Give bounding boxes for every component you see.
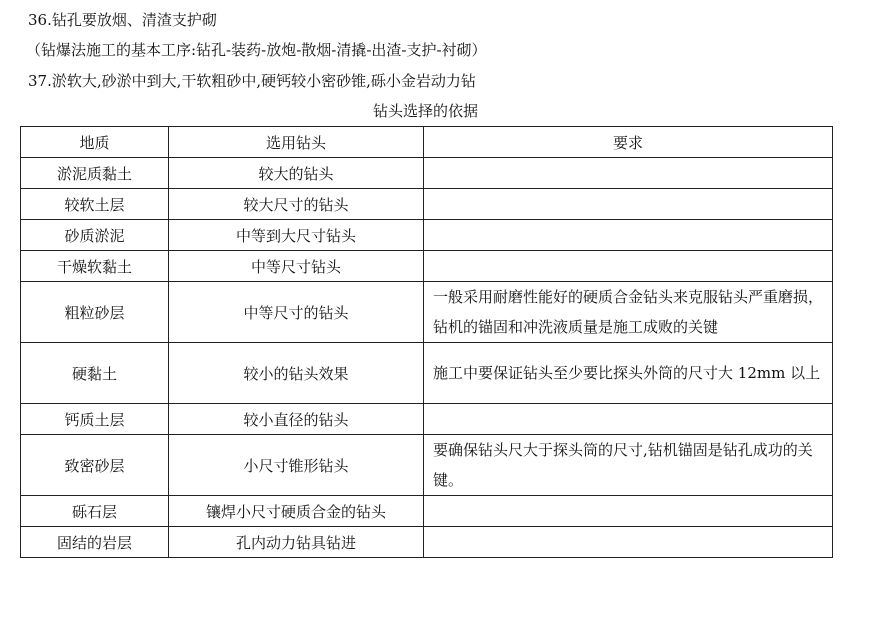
geology-cell: 较软土层 — [21, 189, 169, 220]
table-row — [21, 435, 833, 496]
requirement-cell: 要确保钻头尺大于探头筒的尺寸,钻机锚固是钻孔成功的关键。 — [424, 435, 833, 496]
drill-bit-cell: 较小的钻头效果 — [169, 343, 424, 404]
header-requirement: 要求 — [424, 127, 833, 158]
table-row — [21, 404, 833, 435]
drill-bit-cell: 较大尺寸的钻头 — [169, 189, 424, 220]
drill-bit-cell: 孔内动力钻具钻进 — [169, 527, 424, 558]
geology-cell: 固结的岩层 — [21, 527, 169, 558]
requirement-cell — [424, 527, 833, 558]
table-row — [21, 527, 833, 558]
drill-bit-cell: 较小直径的钻头 — [169, 404, 424, 435]
geology-cell: 钙质土层 — [21, 404, 169, 435]
geology-cell: 淤泥质黏土 — [21, 158, 169, 189]
header-geology: 地质 — [21, 127, 169, 158]
table-row — [21, 220, 833, 251]
table-row — [21, 496, 833, 527]
header-drill-bit: 选用钻头 — [169, 127, 424, 158]
drilling-procedure-note: （钻爆法施工的基本工序:钻孔-装药-放炮-散烟-清撬-出渣-支护-衬砌） — [26, 41, 487, 59]
geology-cell: 干燥软黏土 — [21, 251, 169, 282]
drill-bit-cell: 中等到大尺寸钻头 — [169, 220, 424, 251]
table-row — [21, 282, 833, 343]
drill-bit-selection-table — [20, 126, 833, 558]
requirement-cell: 施工中要保证钻头至少要比探头外筒的尺寸大 12mm 以上 — [424, 343, 833, 404]
table-row — [21, 343, 833, 404]
requirement-cell — [424, 404, 833, 435]
requirement-cell — [424, 251, 833, 282]
geology-cell: 致密砂层 — [21, 435, 169, 496]
line-36: 36.钻孔要放烟、清渣支护砌 — [28, 11, 217, 29]
requirement-cell: 一般采用耐磨性能好的硬质合金钻头来克服钻头严重磨损，钻机的锚固和冲洗液质量是施工成败的关键 — [424, 282, 833, 343]
drill-bit-cell: 小尺寸锥形钻头 — [169, 435, 424, 496]
drill-bit-cell: 中等尺寸的钻头 — [169, 282, 424, 343]
line-37: 37.淤软大,砂淤中到大,干软粗砂中,硬钙较小密砂锥,砾小金岩动力钻 — [28, 72, 476, 90]
table-header-row — [21, 127, 833, 158]
geology-cell: 砂质淤泥 — [21, 220, 169, 251]
geology-cell: 砾石层 — [21, 496, 169, 527]
requirement-cell — [424, 220, 833, 251]
requirement-cell — [424, 158, 833, 189]
drill-bit-cell: 镶焊小尺寸硬质合金的钻头 — [169, 496, 424, 527]
requirement-cell — [424, 189, 833, 220]
drill-bit-cell: 中等尺寸钻头 — [169, 251, 424, 282]
table-row — [21, 189, 833, 220]
table-row — [21, 158, 833, 189]
requirement-cell — [424, 496, 833, 527]
drill-bit-cell: 较大的钻头 — [169, 158, 424, 189]
geology-cell: 硬黏土 — [21, 343, 169, 404]
table-row — [21, 251, 833, 282]
table-caption: 钻头选择的依据 — [372, 102, 478, 120]
geology-cell: 粗粒砂层 — [21, 282, 169, 343]
